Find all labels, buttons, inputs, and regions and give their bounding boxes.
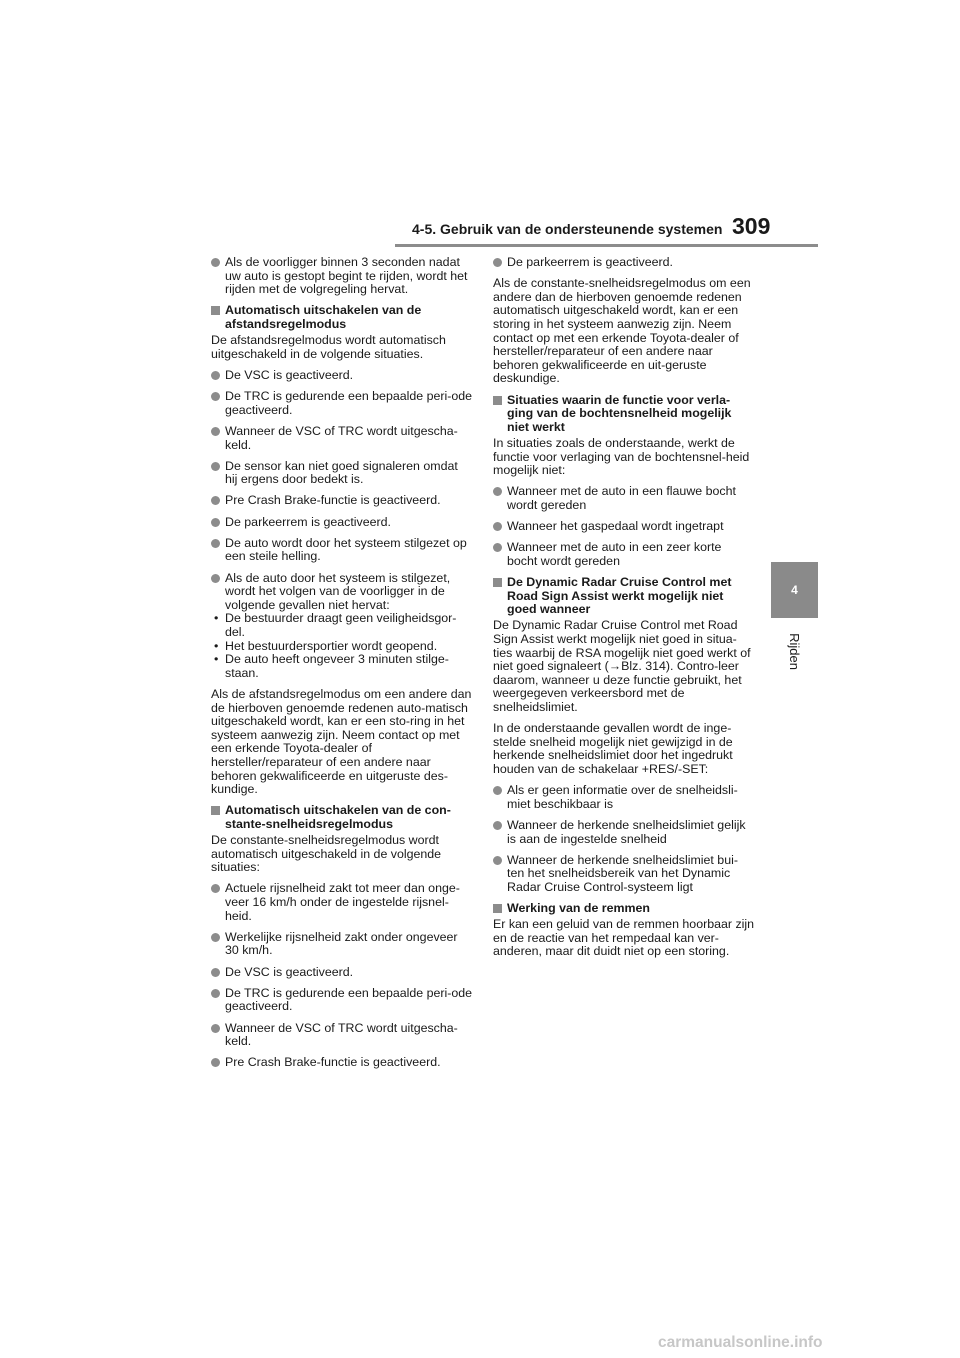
bullet-item: Wanneer de herkende snelheidslimiet bui-ten het snelheidsbereik van het Dynamic Radar Cruise Control-systeem ligt <box>493 854 755 895</box>
bullet-item: De parkeerrem is geactiveerd. <box>493 256 755 270</box>
bullet-item: De VSC is geactiveerd. <box>211 966 473 980</box>
paragraph: In de onderstaande gevallen wordt de inge-stelde snelheid mogelijk niet gewijzigd in de herkende snelheidslimiet door het ingedrukt houden van de schakelaar +RES/-SET: <box>493 721 733 776</box>
bullet-item: De parkeerrem is geactiveerd. <box>211 516 473 530</box>
sub-item: • De auto heeft ongeveer 3 minuten stilge-staan. <box>211 653 473 680</box>
bullet-item: Als de auto door het systeem is stilgezet, wordt het volgen van de voorligger in de volgende gevallen niet hervat: <box>211 572 473 613</box>
watermark: carmanualsonline.info <box>658 1334 823 1351</box>
left-column <box>211 256 473 1070</box>
bullet-item: Werkelijke rijsnelheid zakt onder ongeveer 30 km/h. <box>211 931 473 958</box>
chapter-tab[interactable] <box>771 562 818 618</box>
header-rule <box>395 244 818 247</box>
bullet-item: De auto wordt door het systeem stilgezet op een steile helling. <box>211 537 473 564</box>
right-column <box>493 256 755 959</box>
bullet-item: Als de voorligger binnen 3 seconden nadat uw auto is gestopt begint te rijden, wordt het rijden met de volgregeling hervat. <box>211 256 473 297</box>
page-number: 309 <box>732 213 771 239</box>
bullet-item: Wanneer de VSC of TRC wordt uitgescha-keld. <box>211 1022 473 1049</box>
chapter-number: 4 <box>791 583 798 597</box>
bullet-item: De TRC is gedurende een bepaalde peri-ode geactiveerd. <box>211 987 473 1014</box>
bullet-item: Wanneer met de auto in een flauwe bocht wordt gereden <box>493 485 755 512</box>
section-heading: Situaties waarin de functie voor verla-ging van de bochtensnelheid mogelijk niet werkt <box>493 394 755 435</box>
bullet-item: Pre Crash Brake-functie is geactiveerd. <box>211 1056 473 1070</box>
bullet-item: Actuele rijsnelheid zakt tot meer dan onge-veer 16 km/h onder de ingestelde rijsnel-heid. <box>211 882 473 923</box>
bullet-item: Wanneer de VSC of TRC wordt uitgescha-keld. <box>211 425 473 452</box>
bullet-item: Wanneer de herkende snelheidslimiet gelijk is aan de ingestelde snelheid <box>493 819 755 846</box>
bullet-item: Wanneer met de auto in een zeer korte bocht wordt gereden <box>493 541 755 568</box>
paragraph: Als de afstandsregelmodus om een andere dan de hierboven genoemde redenen auto-matisch uitgeschakeld wordt, kan er een sto-ring in het systeem aanwezig zijn. Neem contact op met een erkende Toyota-dealer of hersteller/reparateur of een andere naar behoren gekwalificeerde en uitgeruste des-kundige. <box>211 686 472 797</box>
bullet-item: Als er geen informatie over de snelheidsli-miet beschikbaar is <box>493 784 755 811</box>
sub-item: • De bestuurder draagt geen veiligheidsgor-del. <box>211 612 473 639</box>
section-heading: Automatisch uitschakelen van de con-stante-snelheidsregelmodus <box>211 804 473 831</box>
bullet-item: De TRC is gedurende een bepaalde peri-ode geactiveerd. <box>211 390 473 417</box>
bullet-item: De VSC is geactiveerd. <box>211 369 473 383</box>
paragraph: De Dynamic Radar Cruise Control met Road Sign Assist werkt mogelijk niet goed in situa-ties waarbij de RSA mogelijk niet goed werkt of niet goed signaleert (→Blz. 314). Contro-leer daarom, wanneer u deze functie gebruikt, het weergegeven verkeersbord met de snelheidslimiet. <box>493 618 751 714</box>
section-heading: Automatisch uitschakelen van de afstandsregelmodus <box>211 304 473 331</box>
paragraph: De afstandsregelmodus wordt automatisch uitgeschakeld in de volgende situaties. <box>211 333 446 361</box>
section-heading: De Dynamic Radar Cruise Control met Road Sign Assist werkt mogelijk niet goed wanneer <box>493 576 755 617</box>
sub-list <box>211 612 473 680</box>
section-heading: Werking van de remmen <box>493 902 755 916</box>
bullet-item: De sensor kan niet goed signaleren omdat hij ergens door bedekt is. <box>211 460 473 487</box>
chapter-label <box>774 625 814 677</box>
sub-item: • Het bestuurdersportier wordt geopend. <box>211 640 473 654</box>
paragraph: De constante-snelheidsregelmodus wordt automatisch uitgeschakeld in de volgende situaties: <box>211 833 442 875</box>
bullet-item: Pre Crash Brake-functie is geactiveerd. <box>211 494 473 508</box>
bullet-item: Wanneer het gaspedaal wordt ingetrapt <box>493 520 755 534</box>
paragraph: Als de constante-snelheidsregelmodus om een andere dan de hierboven genoemde redenen automatisch uitgeschakeld wordt, kan er een storing in het systeem aanwezig zijn. Neem contact op met een erkende Toyota-dealer of hersteller/reparateur of een andere naar behoren gekwalificeerde en uit-geruste deskundige. <box>493 276 751 386</box>
paragraph: In situaties zoals de onderstaande, werkt de functie voor verlaging van de bochtensnel-heid mogelijk niet: <box>493 435 750 478</box>
section-title: 4-5. Gebruik van de ondersteunende systemen <box>412 221 723 237</box>
paragraph: Er kan een geluid van de remmen hoorbaar zijn en de reactie van het rempedaal kan ver-anderen, maar dit duidt niet op een storing. <box>493 917 755 959</box>
chapter-label-text: Rijden <box>786 632 802 670</box>
bullet-group <box>211 572 473 681</box>
